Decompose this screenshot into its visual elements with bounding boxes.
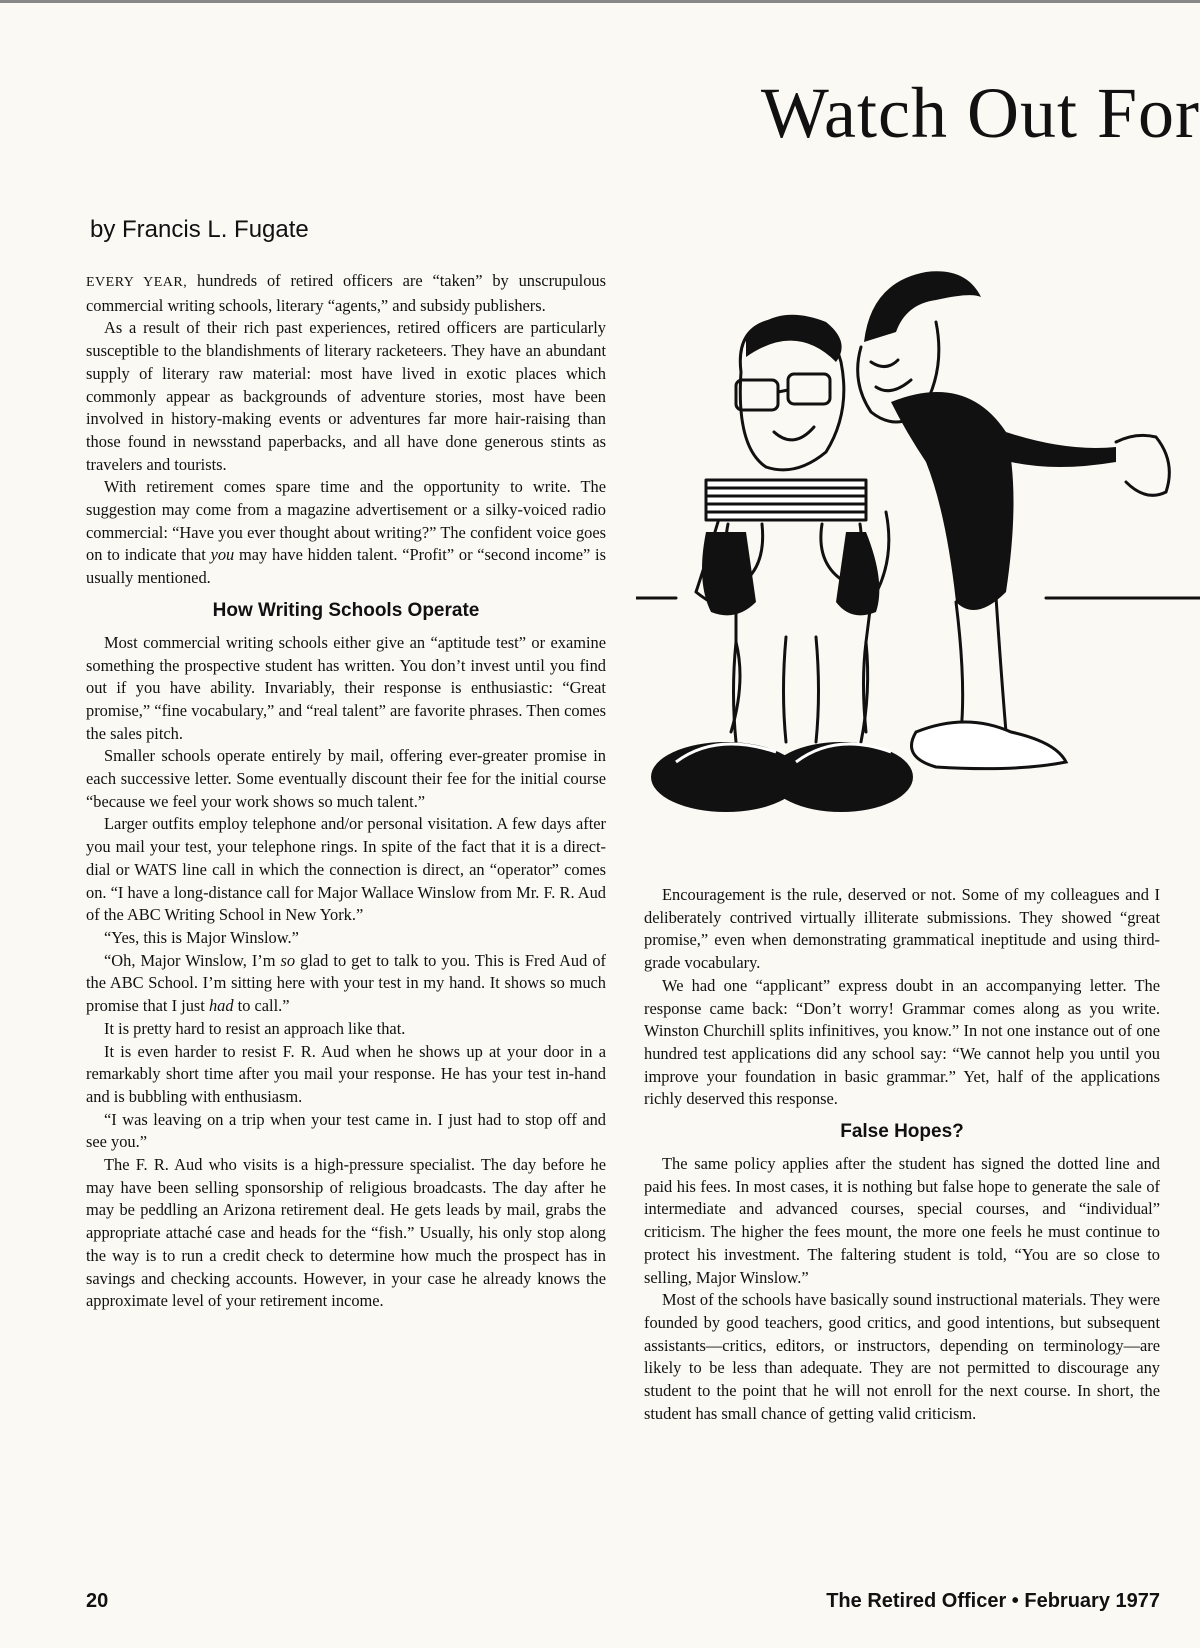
right-column — [644, 884, 1160, 1425]
lead-in: EVERY YEAR, — [86, 275, 188, 290]
paragraph: It is pretty hard to resist an approach like that. — [104, 1018, 406, 1038]
byline: by Francis L. Fugate — [90, 216, 309, 243]
section-heading: False Hopes? — [840, 1121, 964, 1143]
paragraph: “Yes, this is Major Winslow.” — [104, 927, 299, 947]
paragraph: Larger outfits employ telephone and/or personal visitation. A few days after you mail your test, your telephone rings. In spite of the fact that it is a direct-dial or WATS line call in which the connection is direct, an “operator” comes on. “I have a long-distance call for Major Wallace Winslow from Mr. F. R. Aud of the ABC Writing School in New York.” — [86, 814, 606, 925]
article-title: Watch Out For — [760, 73, 1200, 153]
paragraph: With retirement comes spare time and the opportunity to write. The suggestion may come from a magazine advertisement or a silky-voiced radio commercial: “Have you ever thought about writing?” The confident voice goes on to indicate that you may have hidden talent. “Profit” or “second income” is usually mentioned. — [86, 477, 606, 588]
page-number: 20 — [86, 1590, 109, 1612]
paragraph: EVERY YEAR, hundreds of retired officers are “taken” by unscrupulous commercial writing schools, literary “agents,” and subsidy publishers. — [86, 271, 606, 315]
publication-info: The Retired Officer • February 1977 — [826, 1590, 1160, 1612]
paragraph: Most of the schools have basically sound instructional materials. They were founded by good teachers, good critics, and good intentions, but subsequent assistants—critics, editors, or instructors, depending on terminology—are likely to be less than adequate. They are not permitted to discourage any student to the point that he will not enroll for the next course. In short, the student has small chance of getting valid criticism. — [644, 1290, 1160, 1423]
paragraph: “I was leaving on a trip when your test came in. I just had to stop off and see you.” — [86, 1109, 606, 1152]
paragraph: Most commercial writing schools either give an “aptitude test” or examine something the prospective student has written. You don’t invest until you find out if you have ability. Invariably, their response is enthusiastic: “Great promise,” “fine vocabulary,” and “real talent” are favorite phrases. Then comes the sales pitch. — [86, 632, 606, 743]
section-heading: How Writing Schools Operate — [212, 599, 480, 621]
paragraph: The same policy applies after the student has signed the dotted line and paid his fees. In most cases, it is nothing but false hope to generate the sale of intermediate and advanced courses, special courses, and “individual” criticism. The higher the fees mount, the more one feels he must continue to protect his investment. The faltering student is told, “You are so close to selling, Major Winslow.” — [644, 1154, 1160, 1287]
paragraph: Smaller schools operate entirely by mail, offering ever-greater promise in each successive letter. Some eventually discount their fee for the initial course “because we feel your work shows so much talent.” — [86, 746, 606, 811]
paragraph: Encouragement is the rule, deserved or not. Some of my colleagues and I deliberately contrived virtually illiterate submissions. They showed “great promise,” even when demonstrating grammatical ineptitude and using third-grade vocabulary. — [644, 885, 1160, 973]
paragraph: It is even harder to resist F. R. Aud when he shows up at your door in a remarkably short time after you mail your response. He has your test in-hand and is bubbling with enthusiasm. — [86, 1041, 606, 1106]
paragraph: “Oh, Major Winslow, I’m so glad to get to talk to you. This is Fred Aud of the ABC School. I’m sitting here with your test in my hand. It shows so much promise that I just had to call.” — [86, 950, 606, 1016]
cartoon-illustration — [636, 262, 1200, 854]
paragraph: We had one “applicant” express doubt in an accompanying letter. The response came back: “Don’t worry! Grammar comes along as you write. Winston Churchill splits infinitives, you know.” In not one instance out of one hundred test applications did any school say: “We cannot help you until you improve your foundation in basic grammar.” Yet, half of the applications richly deserved this response. — [644, 975, 1160, 1109]
left-column — [86, 270, 606, 1313]
paragraph: The F. R. Aud who visits is a high-pressure specialist. The day before he may have been selling sponsorship of religious broadcasts. The day after he may be peddling an Arizona retirement deal. He gets leads by mail, grabs the appropriate attaché case and heads for the “fish.” Usually, his only stop along the way is to run a credit check to determine how much the prospect has in savings and checking accounts. However, in your case he already knows the approximate level of your retirement income. — [86, 1155, 606, 1311]
paragraph: As a result of their rich past experiences, retired officers are particularly susceptible to the blandishments of literary racketeers. They have an abundant supply of literary raw material: most have lived in exotic places which commonly appear as backgrounds of adventure stories, most have been involved in history-making events or adventures far more hair-raising than those found in newsstand paperbacks, and all have done generous stints as travelers and tourists. — [86, 318, 606, 474]
top-rule — [0, 0, 1200, 3]
